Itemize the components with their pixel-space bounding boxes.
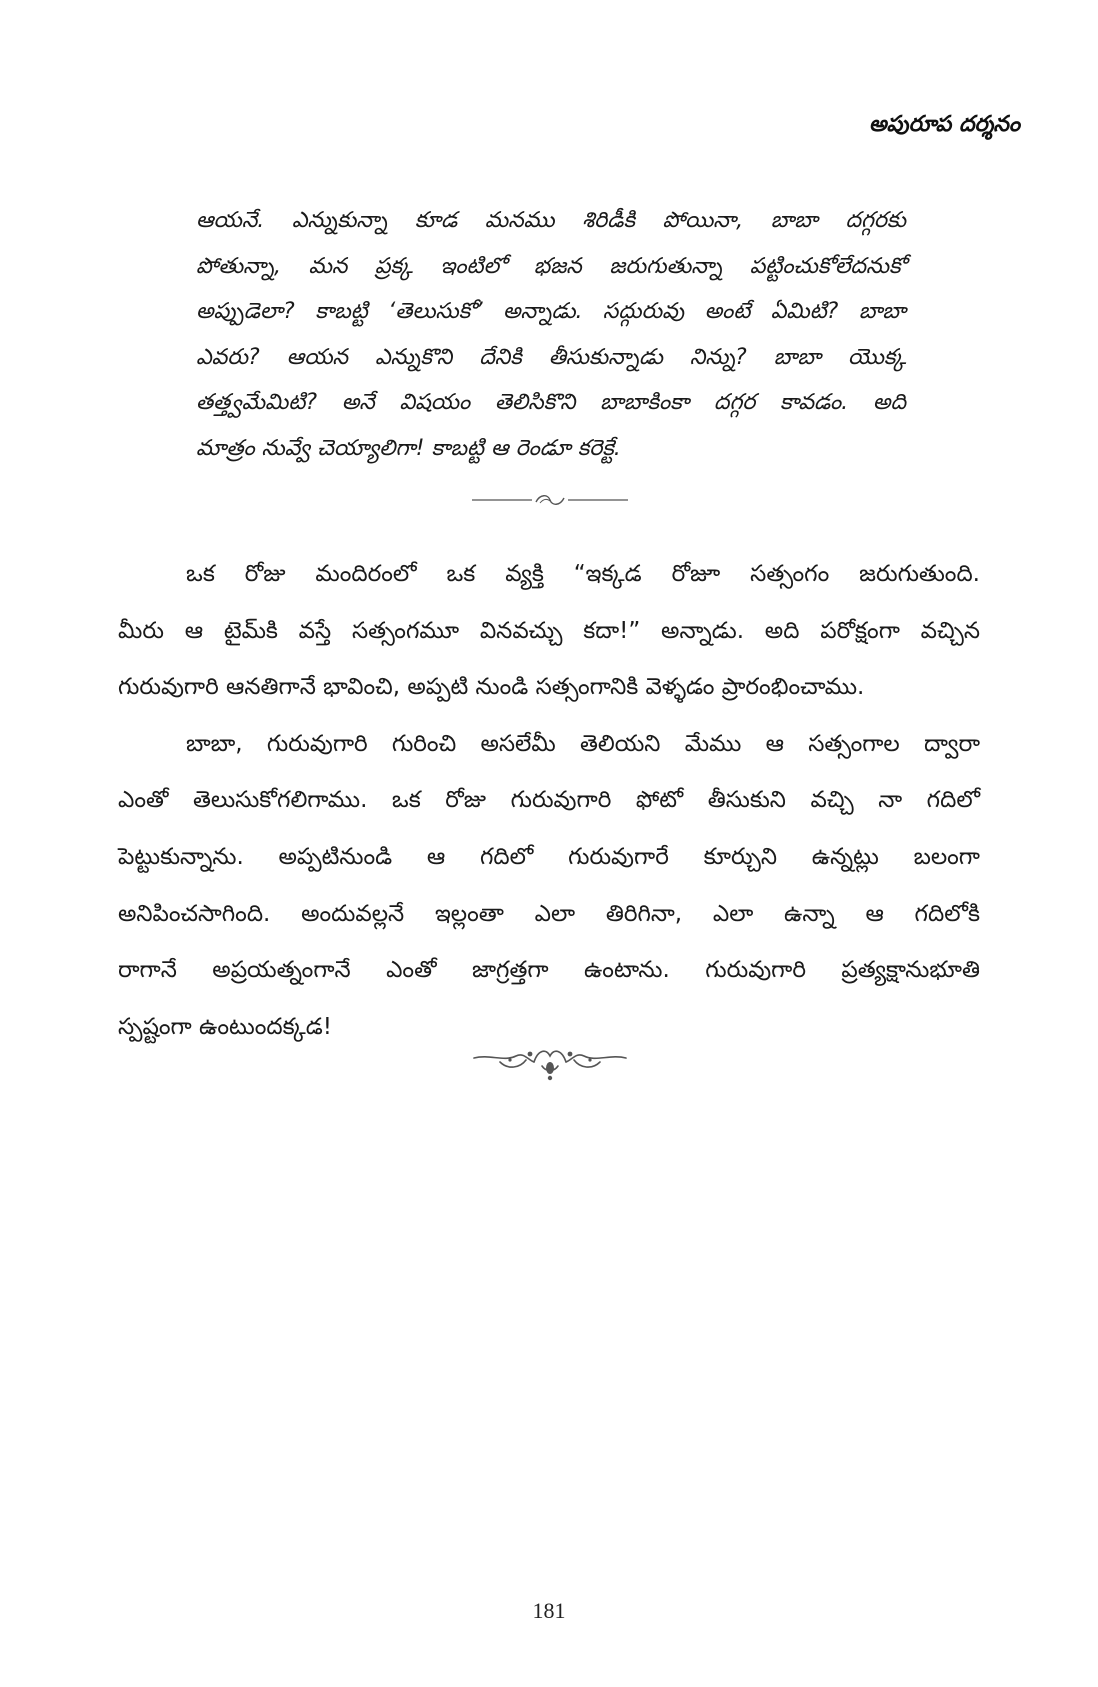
paragraph-line: పెట్టుకున్నాను. అప్పటినుండి ఆ గదిలో గురువుగారే కూర్చుని ఉన్నట్లు బలంగా bbox=[118, 843, 980, 870]
quote-line: పోతున్నా, మన ప్రక్క ఇంటిలో భజన జరుగుతున్నా పట్టించుకోలేదనుకో bbox=[196, 253, 906, 279]
flourish-ornament-icon bbox=[470, 1040, 630, 1082]
page-number: 181 bbox=[532, 1598, 566, 1623]
quote-line: తత్త్వమేమిటి? అనే విషయం తెలిసికొని బాబాకింకా దగ్గర కావడం. అది bbox=[196, 390, 906, 415]
running-head: అపురూప దర్శనం bbox=[869, 112, 1020, 137]
section-divider-icon bbox=[470, 490, 630, 510]
paragraph-line: ఎంతో తెలుసుకోగలిగాము. ఒక రోజు గురువుగారి ఫోటో తీసుకుని వచ్చి నా గదిలో bbox=[118, 787, 980, 814]
quote-line: ఎవరు? ఆయన ఎన్నుకొని దేనికి తీసుకున్నాడు నిన్ను? బాబా యొక్క bbox=[196, 344, 906, 370]
paragraph-line: గురువుగారి ఆనతిగానే భావించి, అప్పటి నుండి సత్సంగానికి వెళ్ళడం ప్రారంభించాము. bbox=[118, 674, 865, 701]
paragraph-line: ఒక రోజు మందిరంలో ఒక వ్యక్తి “ఇక్కడ రోజూ సత్సంగం జరుగుతుంది. bbox=[186, 561, 980, 587]
quote-line: అప్పుడెలా? కాబట్టి ‘తెలుసుకో’ అన్నాడు. సద్గురువు అంటే ఏమిటి? బాబా bbox=[196, 299, 906, 324]
quote-line: మాత్రం నువ్వే చెయ్యాలిగా! కాబట్టి ఆ రెండూ కరెక్టే. bbox=[196, 435, 621, 461]
quote-line: ఆయనే. ఎన్నుకున్నా కూడ మనము శిరిడీకి పోయినా, బాబా దగ్గరకు bbox=[196, 208, 906, 233]
paragraph-line: అనిపించసాగింది. అందువల్లనే ఇల్లంతా ఎలా తిరిగినా, ఎలా ఉన్నా ఆ గదిలోకి bbox=[118, 900, 980, 927]
paragraph-line: బాబా, గురువుగారి గురించి అసలేమీ తెలియని మేము ఆ సత్సంగాల ద్వారా bbox=[186, 730, 980, 757]
quote-block bbox=[196, 198, 906, 471]
body-text bbox=[118, 546, 980, 1055]
paragraph-line: రాగానే అప్రయత్నంగానే ఎంతో జాగ్రత్తగా ఉంటాను. గురువుగారి ప్రత్యక్షానుభూతి bbox=[118, 957, 980, 984]
paragraph-line: స్పష్టంగా ఉంటుందక్కడ! bbox=[118, 1013, 333, 1040]
paragraph-line: మీరు ఆ టైమ్‌కి వస్తే సత్సంగమూ వినవచ్చు కదా!” అన్నాడు. అది పరోక్షంగా వచ్చిన bbox=[118, 617, 980, 644]
